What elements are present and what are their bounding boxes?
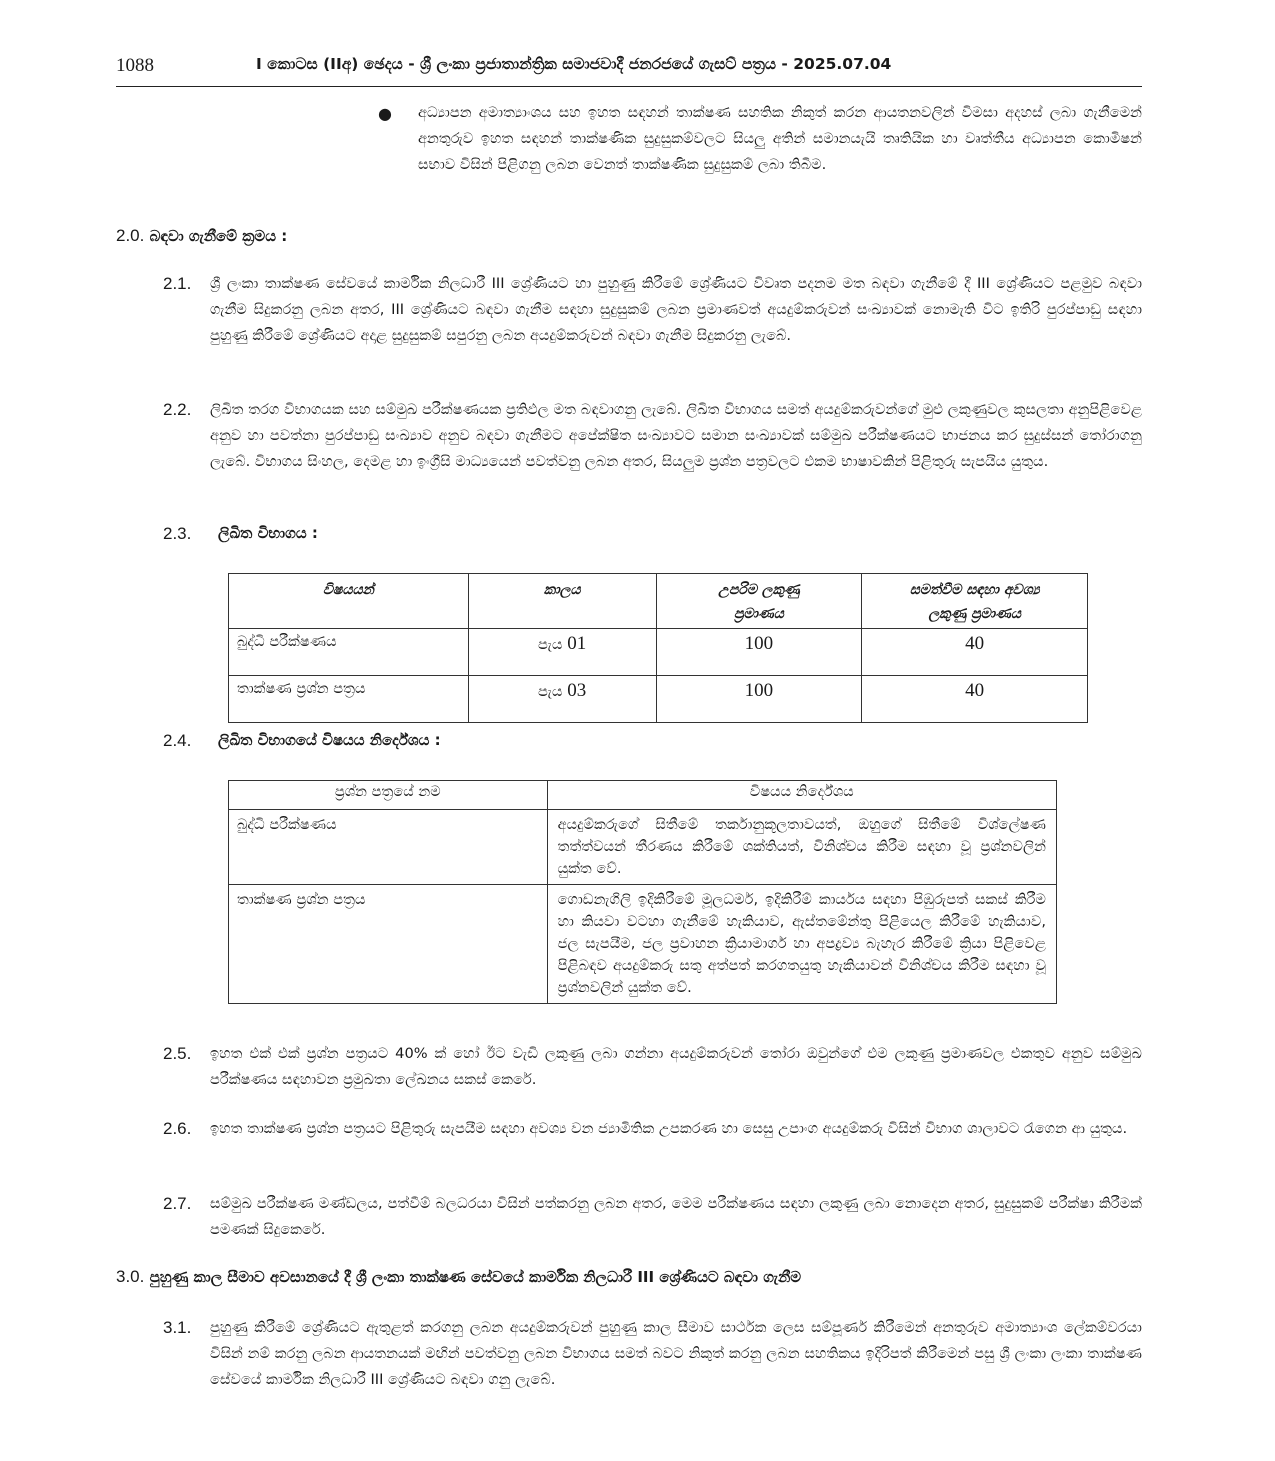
exam-duration: පැය 01 [468,629,656,676]
table-row [229,885,1057,1004]
paragraph-3-1: පුහුණු කිරීමේ ශ්‍රේණියට ඇතුළත් කරගනු ලබන අයදුම්කරුවන් පුහුණු කාල සීමාව සාර්ථක ලෙස සම්පූර්ණ කිරීමෙන් අනතුරුව අමාත්‍යාංශ ලේකම්වරයා විසින් නම් කරනු ලබන ආයතනයක් මඟින් පවත්වනු ලබන විභාගය සමත් බවට නිකුත් කරනු ලබන සහතිකය ඉදිරිපත් කිරීමෙන් පසු ශ්‍රී ලංකා ලංකා තාක්ෂණ සේවයේ කාර්මික නිලධාරී III ශ්‍රේණියට බඳවා ගනු ලැබේ. [210,1319,1142,1388]
exam-table-header-row [229,574,1088,629]
paragraph-2-1: ශ්‍රී ලංකා තාක්ෂණ සේවයේ කාර්මික නිලධාරී III ශ්‍රේණියට හා පුහුණු කිරීමේ ශ්‍රේණියට විවෘත පදනම මත බඳවා ගැනීමේ දී III ශ්‍රේණියට පළමුව බඳවා ගැනීම සිදුකරනු ලබන අතර, III ශ්‍රේණියට බඳවා ගැනීම සඳහා සුදුසුකම් ලබන ප්‍රමාණවත් අයදුම්කරුවන් සංඛ්‍යාවක් නොමැති විට ඉතිරි පුරප්පාඩු සඳහා පුහුණු කිරීමේ ශ්‍රේණියට අදාළ සුදුසුකම් සපුරනු ලබන අයදුම්කරුවන් බඳවා ගැනීම සිදුකරනු ලැබේ. [210,275,1142,344]
paragraph-2-2: ලිඛිත තරග විභාගයක සහ සම්මුඛ පරීක්ෂණයක ප්‍රතිඵල මත බඳවාගනු ලැබේ. ලිඛිත විභාගය සමත් අයදුම්කරුවන්ගේ මුළු ලකුණුවල කුසලතා අනුපිළිවෙළ අනුව හා පවත්නා පුරප්පාඩු සංඛ්‍යාව අනුව බඳවා ගැනීමට අපේක්ෂිත සංඛ්‍යාවට සමාන සංඛ්‍යාවක් සම්මුඛ පරීක්ෂණයට භාජනය කර සුදුස්සන් තෝරාගනු ලැබේ. විභාගය සිංහල, දෙමළ හා ඉංග්‍රීසි මාධ්‍යයෙන් පවත්වනු ලබන අතර, සියලුම ප්‍රශ්න පත්‍රවලට එකම භාෂාවකින් පිළිතුරු සැපයිය යුතුය. [210,401,1142,470]
section-2-title: බඳවා ගැනීමේ ක්‍රමය : [149,227,288,245]
exam-subject: තාක්ෂණ ප්‍රශ්න පත්‍රය [229,676,469,723]
section-3-heading [116,1267,801,1287]
exam-max-marks: 100 [656,629,862,676]
syllabus-heading: ලිඛිත විභාගයේ විෂයය නිර්දේශය : [218,731,441,749]
exam-pass-marks: 40 [862,629,1088,676]
exam-col-subjects: විෂයයන් [229,574,469,629]
written-exam-heading: ලිඛිත විභාගය : [218,524,318,542]
gazette-header-title: I කොටස (IIඅ) ඡෙදය - ශ්‍රී ලංකා ප්‍රජාතාන්ත්‍රික සමාජවාදී ජනරජයේ ගැසට් පත්‍රය - 2025.07.04 [256,55,892,73]
bullet-icon: ● [378,104,392,123]
syllabus-table-header-row [229,781,1057,810]
bullet-paragraph: අධ්‍යාපන අමාත්‍යාංශය සහ ඉහත සඳහන් තාක්ෂණ සහතික නිකුත් කරන ආයතනවලින් විමසා අදහස් ලබා ගැනීමෙන් අනතුරුව ඉහත සඳහන් තාක්ෂණික සුදුසුකම්වලට සියලු අතින් සමානයැයි තෘතියික හා වෘත්තීය අධ්‍යාපන කොමිෂන් සභාව විසින් පිළිගනු ලබන වෙනත් තාක්ෂණික සුදුසුකම් ලබා තිබීම. [418,104,1142,173]
syllabus-col-paper-name: ප්‍රශ්න පත්‍රයේ නම [229,781,548,810]
syllabus-description: අයදුම්කරුගේ සිතීමේ තර්කානුකූලතාවයත්, ඔහුගේ සිතීමේ විශ්ලේෂණ තත්ත්වයන් තීරණය කිරීමේ ශක්තියත්, විනිශ්චය කිරීම සඳහා වූ ප්‍රශ්නවලින් යුක්ත වේ. [547,810,1056,885]
syllabus-col-syllabus: විෂයය නිර්දේශය [547,781,1056,810]
section-3-number: 3.0. [116,1267,145,1286]
exam-pass-marks: 40 [862,676,1088,723]
table-row [229,629,1088,676]
table-row [229,676,1088,723]
paragraph-2-7-number: 2.7. [163,1194,192,1213]
paragraph-3-1-number: 3.1. [163,1318,192,1337]
paragraph-2-2-number: 2.2. [163,400,192,419]
paragraph-2-4-number: 2.4. [163,731,192,750]
exam-duration: පැය 03 [468,676,656,723]
section-3-title: පුහුණු කාල සීමාව අවසානයේ දී ශ්‍රී ලංකා තාක්ෂණ සේවයේ කාර්මික නිලධාරී III ශ්‍රේණියට බඳවා ගැනීම [149,1268,802,1286]
table-row [229,810,1057,885]
header-divider [116,86,1142,87]
syllabus-paper-name: තාක්ෂණ ප්‍රශ්න පත්‍රය [229,885,548,1004]
exam-subject: බුද්ධි පරීක්ෂණය [229,629,469,676]
section-2-heading [116,226,287,246]
paragraph-2-3-number: 2.3. [163,524,192,543]
paragraph-2-6: ඉහත තාක්ෂණ ප්‍රශ්න පත්‍රයට පිළිතුරු සැපයීම සඳහා අවශ්‍ය වන ජ්‍යාමිතික උපකරණ හා සෙසු උපාංග අයදුම්කරු විසින් විභාග ශාලාවට රැගෙන ආ යුතුය. [210,1120,1128,1137]
exam-col-duration: කාලය [468,574,656,629]
syllabus-paper-name: බුද්ධි පරීක්ෂණය [229,810,548,885]
paragraph-2-6-number: 2.6. [163,1119,192,1138]
paragraph-2-5-number: 2.5. [163,1044,192,1063]
page-number: 1088 [116,55,154,76]
paragraph-2-5: ඉහත එක් එක් ප්‍රශ්න පත්‍රයට 40% ක් හෝ ඊට වැඩි ලකුණු ලබා ගන්නා අයදුම්කරුවන් තෝරා ඔවුන්ගේ එම ලකුණු ප්‍රමාණවල එකතුව අනුව සම්මුඛ පරීක්ෂණය සඳහාවන ප්‍රමුඛතා ලේඛනය සකස් කෙරේ. [210,1045,1142,1088]
exam-max-marks: 100 [656,676,862,723]
syllabus-description: ගොඩනැගිලි ඉදිකිරීමේ මූලධර්ම, ඉදිකිරීම් කාර්යය සඳහා පිඹුරුපත් සකස් කිරීම හා කියවා වටහා ගැනීමේ හැකියාව, ඇස්තමේන්තු පිළියෙල කිරීමේ හැකියාව, ජල සැපයීම, ජල ප්‍රවාහන ක්‍රියාමාර්ග හා අපද්‍රව්‍ය බැහැර කිරීමේ ක්‍රියා පිළිවෙළ පිළිබඳව අයදුම්කරු සතු අත්පත් කරගතයුතු හැකියාවන් විනිශ්චය කිරීම සඳහා වූ ප්‍රශ්නවලින් යුක්ත වේ. [547,885,1056,1004]
paragraph-2-1-number: 2.1. [163,274,192,293]
paragraph-2-7: සම්මුඛ පරීක්ෂණ මණ්ඩලය, පත්වීම් බලධරයා විසින් පත්කරනු ලබන අතර, මෙම පරීක්ෂණය සඳහා ලකුණු ලබා නොදෙන අතර, සුදුසුකම් පරීක්ෂා කිරීමක් පමණක් සිදුකෙරේ. [210,1195,1142,1238]
exam-col-max-marks: උපරිම ලකුණු ප්‍රමාණය [656,574,862,629]
written-exam-table [228,573,1088,723]
syllabus-table [228,780,1057,1004]
exam-col-pass-marks: සමත්වීම සඳහා අවශ්‍ය ලකුණු ප්‍රමාණය [862,574,1088,629]
section-2-number: 2.0. [116,226,145,245]
